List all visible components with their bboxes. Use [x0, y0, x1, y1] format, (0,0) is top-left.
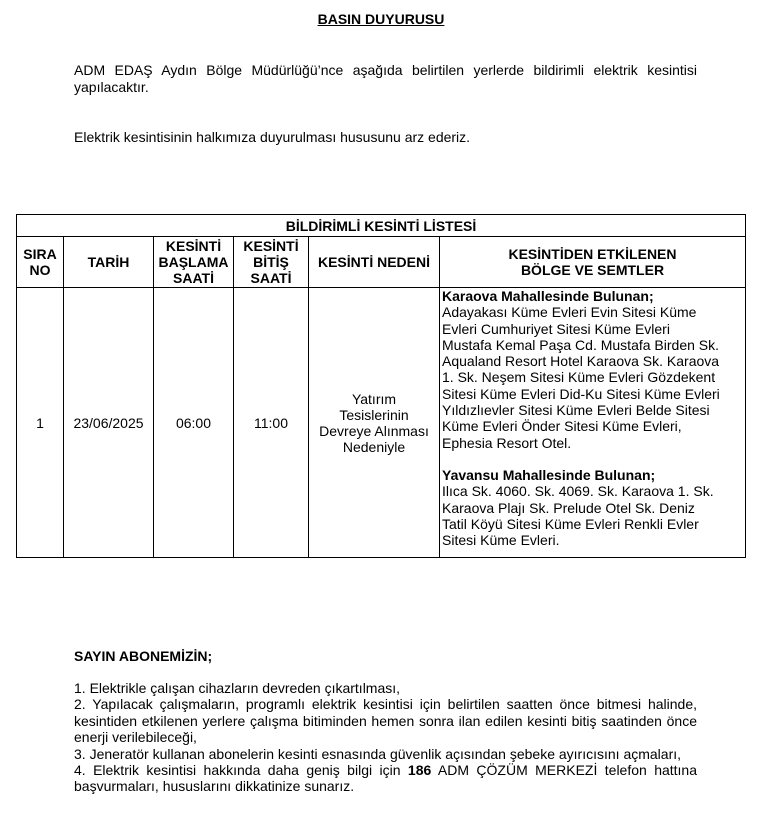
header-sira: SIRA NO [17, 237, 64, 288]
table-row [17, 288, 746, 558]
area-group-yavansu: Yavansu Mahallesinde Bulunan; Ilıca Sk. 4060. Sk. 4069. Sk. Karaova 1. Sk. Karaova Plajı Sk. Prelude Otel Sk. Deniz Tatil Köyü Sitesi Küme Evleri Renkli Evler Sitesi Küme Evleri. [442, 466, 714, 549]
intro-paragraph: ADM EDAŞ Aydın Bölge Müdürlüğü’nce aşağıda belirtilen yerlerde bildirimli elektrik kesintisi yapılacaktır. [74, 62, 697, 95]
arz-paragraph: Elektrik kesintisinin halkımıza duyurulması hususunu arz ederiz. [74, 129, 471, 145]
table-title: BİLDİRİMLİ KESİNTİ LİSTESİ [17, 215, 746, 237]
cell-bolge [440, 288, 746, 558]
header-bitis: KESİNTİ BİTİŞ SAATİ [234, 237, 309, 288]
header-baslama: KESİNTİ BAŞLAMA SAATİ [154, 237, 234, 288]
header-bolge: KESİNTİDEN ETKİLENEN BÖLGE VE SEMTLER [440, 237, 746, 288]
document-title: BASIN DUYURUSU [317, 11, 445, 27]
cell-baslama: 06:00 [154, 288, 234, 558]
notice-item-3: 3. Jeneratör kullanan abonelerin kesinti esnasında güvenlik açısından şebeke ayırıcısını açmaları, [74, 745, 682, 762]
area-group-karaova: Karaova Mahallesinde Bulunan; Adayakası Küme Evleri Evin Sitesi Küme Evleri Cumhuriyet Sitesi Küme Evleri Mustafa Kemal Paşa Cd. Mustafa Birden Sk. Aqualand Resort Hotel Karaova Sk. Karaova 1. Sk. Neşem Sitesi Küme Evleri Gözdekent Sitesi Küme Evleri Did-Ku Sitesi Küme Evleri Yıldızlıevler Sitesi Küme Evleri Belde Sitesi Küme Evleri Önder Sitesi Küme Evleri, Ephesia Resort Otel. [442, 288, 720, 451]
table-header-row [17, 237, 746, 288]
header-tarih: TARİH [64, 237, 154, 288]
outage-table [16, 214, 746, 558]
cell-tarih: 23/06/2025 [64, 288, 154, 558]
notice-item-2: 2. Yapılacak çalışmaların, programlı elektrik kesintisi için belirtilen saatten önce bitmesi halinde, kesintiden etkilenen yerlere çalışma bitiminden hemen sonra ilan edilen kesinti bitiş saatinden önce enerji verilebileceği, [74, 696, 697, 746]
cell-neden: Yatırım Tesislerinin Devreye Alınması Nedeniyle [309, 288, 440, 558]
cell-sira: 1 [17, 288, 64, 558]
notice-item-1: 1. Elektrikle çalışan cihazların devreden çıkartılması, [74, 680, 401, 696]
notice-item-4: 4. Elektrik kesintisi hakkında daha geniş bilgi için 186 ADM ÇÖZÜM MERKEZİ telefon hattına başvurmaları, hususlarını dikkatinize sunarız. [74, 762, 698, 795]
header-neden: KESİNTİ NEDENİ [309, 237, 440, 288]
call-center-number: 186 [407, 762, 432, 779]
subscriber-notice-title: SAYIN ABONEMİZİN; [74, 648, 213, 664]
cell-bitis: 11:00 [234, 288, 309, 558]
subscriber-notice-list [74, 680, 697, 795]
